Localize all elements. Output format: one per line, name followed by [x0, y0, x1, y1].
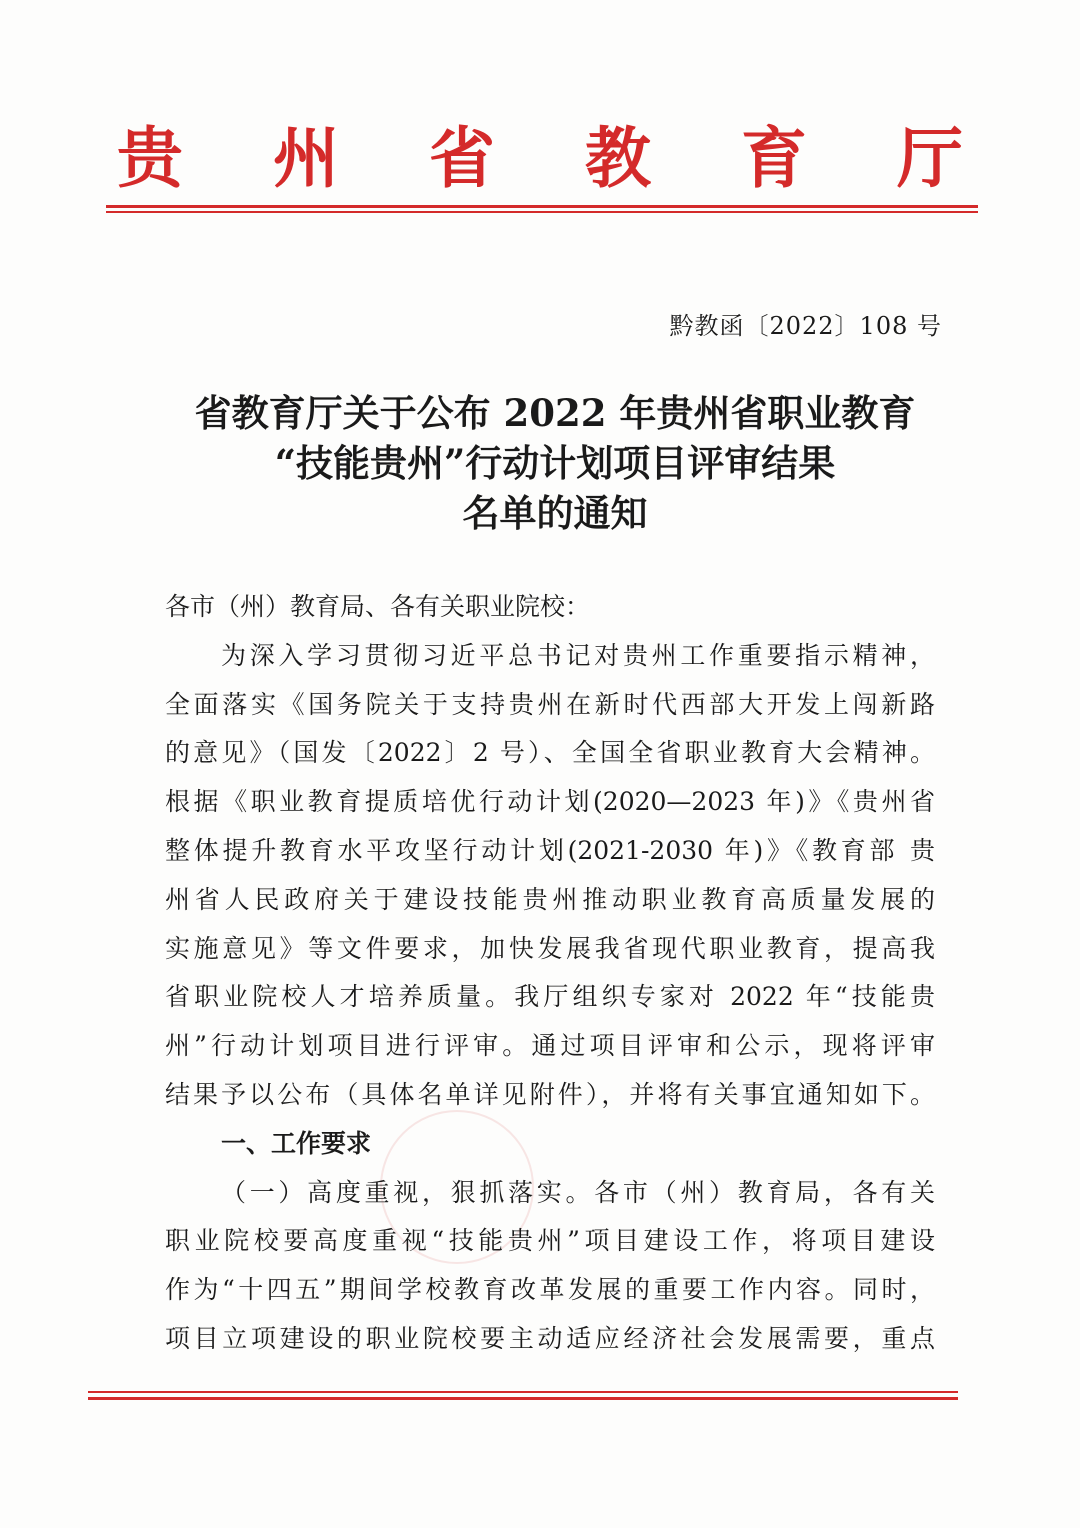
- body-line: 的意见》（国发〔2022〕2 号）、全国全省职业教育大会精神。: [165, 738, 935, 768]
- masthead-char: 教: [585, 119, 651, 197]
- body-line: 作为“十四五”期间学校教育改革发展的重要工作内容。同时，: [165, 1275, 935, 1305]
- body-line: 全面落实《国务院关于支持贵州在新时代西部大开发上闯新路: [165, 689, 935, 719]
- masthead-rule-thin: [106, 211, 978, 213]
- title-line: “技能贵州”行动计划项目评审结果: [274, 441, 836, 485]
- masthead: [110, 118, 970, 198]
- masthead-char: 贵: [117, 119, 183, 197]
- body-line: 职业院校要高度重视“技能贵州”项目建设工作，将项目建设: [165, 1226, 935, 1256]
- body-line: 实施意见》等文件要求，加快发展我省现代职业教育，提高我: [165, 933, 935, 963]
- body-line: 结果予以公布（具体名单详见附件），并将有关事宜通知如下。: [165, 1079, 935, 1109]
- title-line: 省教育厅关于公布 2022 年贵州省职业教育: [194, 391, 916, 435]
- body-line: （一）高度重视，狠抓落实。各市（州）教育局，各有关: [221, 1177, 935, 1207]
- footer-rule-thin: [88, 1391, 958, 1393]
- title-line: 名单的通知: [462, 491, 648, 535]
- body-line: 州省人民政府关于建设技能贵州推动职业教育高质量发展的: [165, 884, 935, 914]
- section-heading: 一、工作要求: [221, 1128, 372, 1158]
- body-line: 项目立项建设的职业院校要主动适应经济社会发展需要，重点: [165, 1323, 935, 1353]
- body-line: 州”行动计划项目进行评审。通过项目评审和公示，现将评审: [165, 1031, 935, 1061]
- document-body: [165, 583, 935, 1364]
- body-line: 省职业院校人才培养质量。我厅组织专家对 2022 年“技能贵: [165, 982, 935, 1012]
- body-line: 为深入学习贯彻习近平总书记对贵州工作重要指示精神，: [221, 640, 935, 670]
- body-line: 整体提升教育水平攻坚行动计划(2021-2030 年)》《教育部 贵: [165, 835, 935, 865]
- masthead-rule-thick: [106, 205, 978, 208]
- masthead-char: 厅: [897, 119, 963, 197]
- footer-rule-thick: [88, 1397, 958, 1400]
- salutation: 各市（州）教育局、各有关职业院校：: [165, 592, 591, 621]
- document-number: 黔教函〔2022〕108 号: [669, 312, 942, 340]
- document-title: [150, 388, 960, 538]
- masthead-char: 州: [273, 119, 339, 197]
- masthead-char: 省: [429, 119, 495, 197]
- body-line: 根据《职业教育提质培优行动计划(2020—2023 年)》《贵州省: [165, 787, 935, 817]
- masthead-char: 育: [741, 119, 807, 197]
